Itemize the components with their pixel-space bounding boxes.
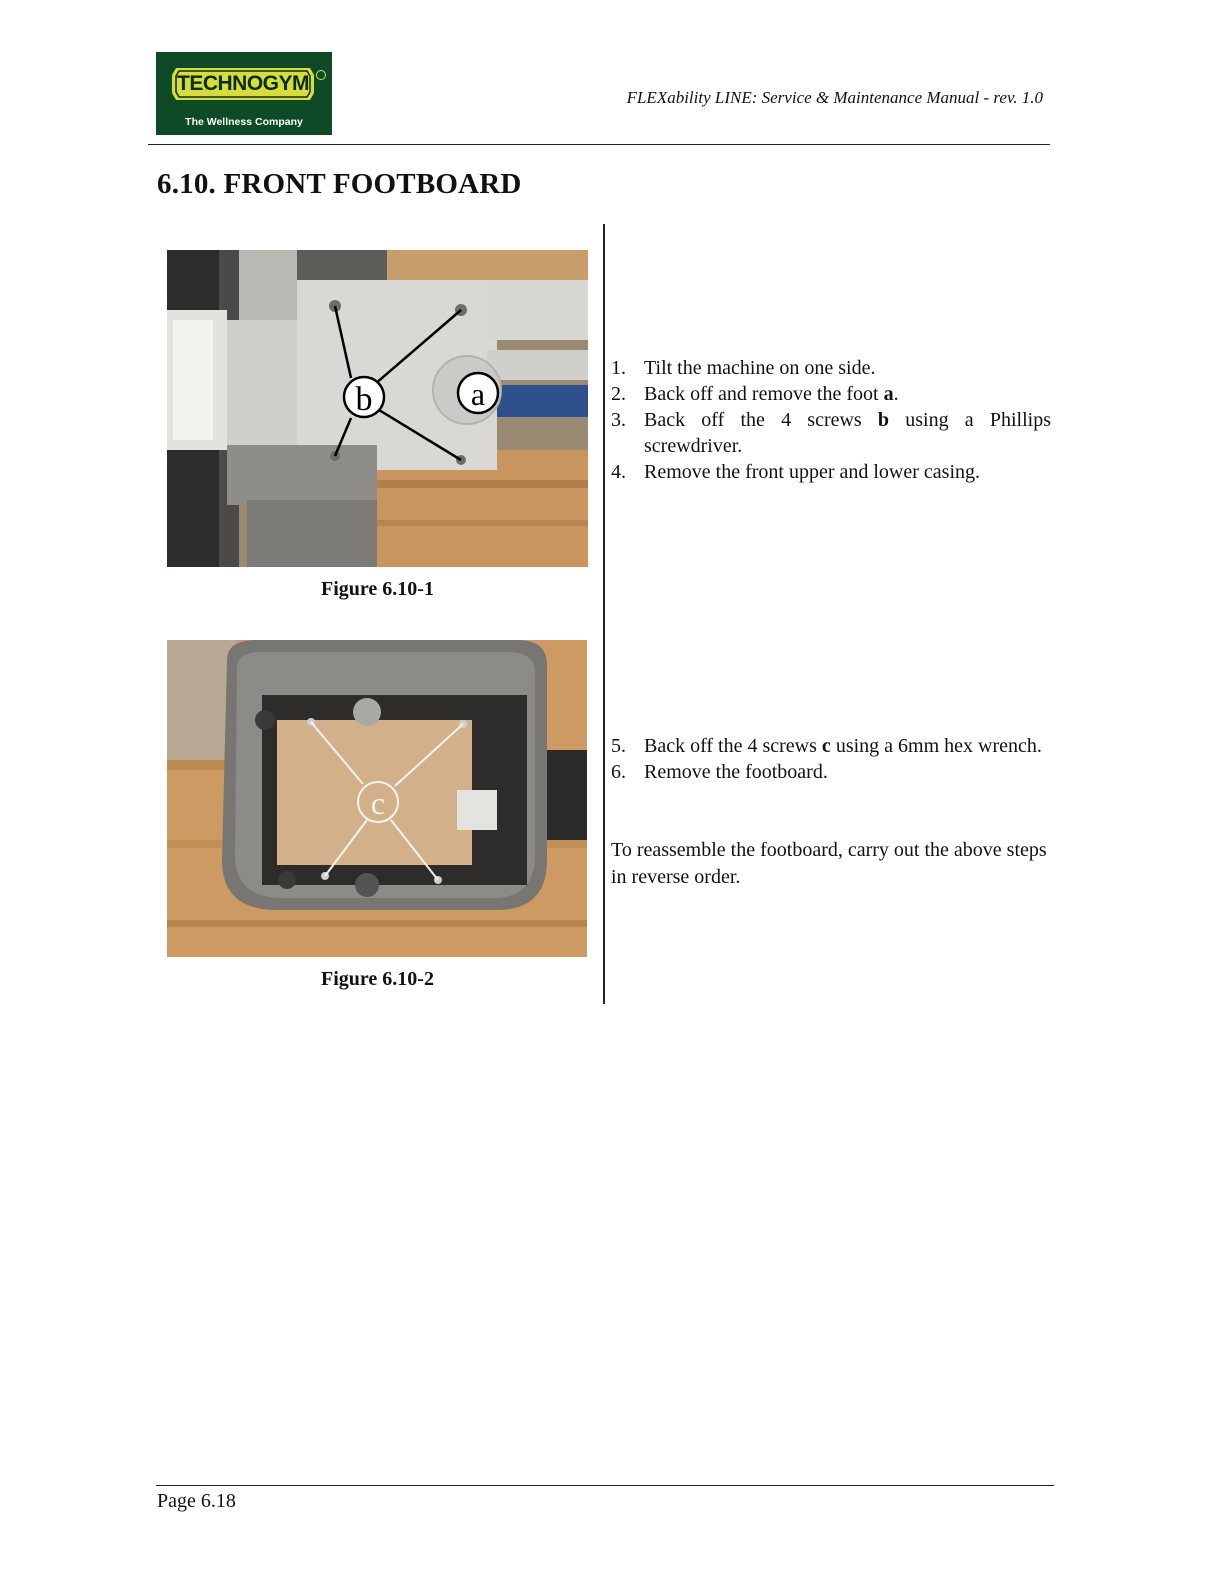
technogym-logo [156,52,332,135]
step-item: 5. Back off the 4 screws c using a 6mm hex wrench. [611,735,1042,757]
manual-title: FLEXability LINE: Service & Maintenance Manual - rev. 1.0 [626,88,1043,107]
figure-6-10-1-photo [167,250,588,567]
figure-6-10-2-photo [167,640,587,957]
procedure-steps-part-2 [611,733,1051,785]
column-divider [603,224,605,1004]
callout-c: c [370,785,386,821]
logo-wordmark: TECHNOGYM [177,72,309,95]
procedure-steps-part-1 [611,355,1051,485]
section-title: 6.10. FRONT FOOTBOARD [157,168,522,200]
step-item: 6. Remove the footboard. [611,761,828,783]
step-item: 1. Tilt the machine on one side. [611,357,876,379]
step-item: 3. Back off the 4 screws b using a Phillips screwdriver. [611,409,1051,457]
figure-caption: Figure 6.10-1 [321,578,434,600]
figure-caption: Figure 6.10-2 [321,968,434,990]
header-divider [148,144,1050,145]
logo-tagline: The Wellness Company [185,116,303,128]
logo-plate [170,65,316,103]
callout-a: a [470,376,486,412]
step-item: 4. Remove the front upper and lower casing. [611,461,981,483]
page-number: Page 6.18 [157,1490,236,1512]
reassembly-note: To reassemble the footboard, carry out the above steps in reverse order. [611,839,1047,888]
footer-divider [156,1485,1054,1486]
registered-mark-icon [316,70,326,80]
callout-b: b [355,381,373,418]
step-item: 2. Back off and remove the foot a. [611,383,899,405]
